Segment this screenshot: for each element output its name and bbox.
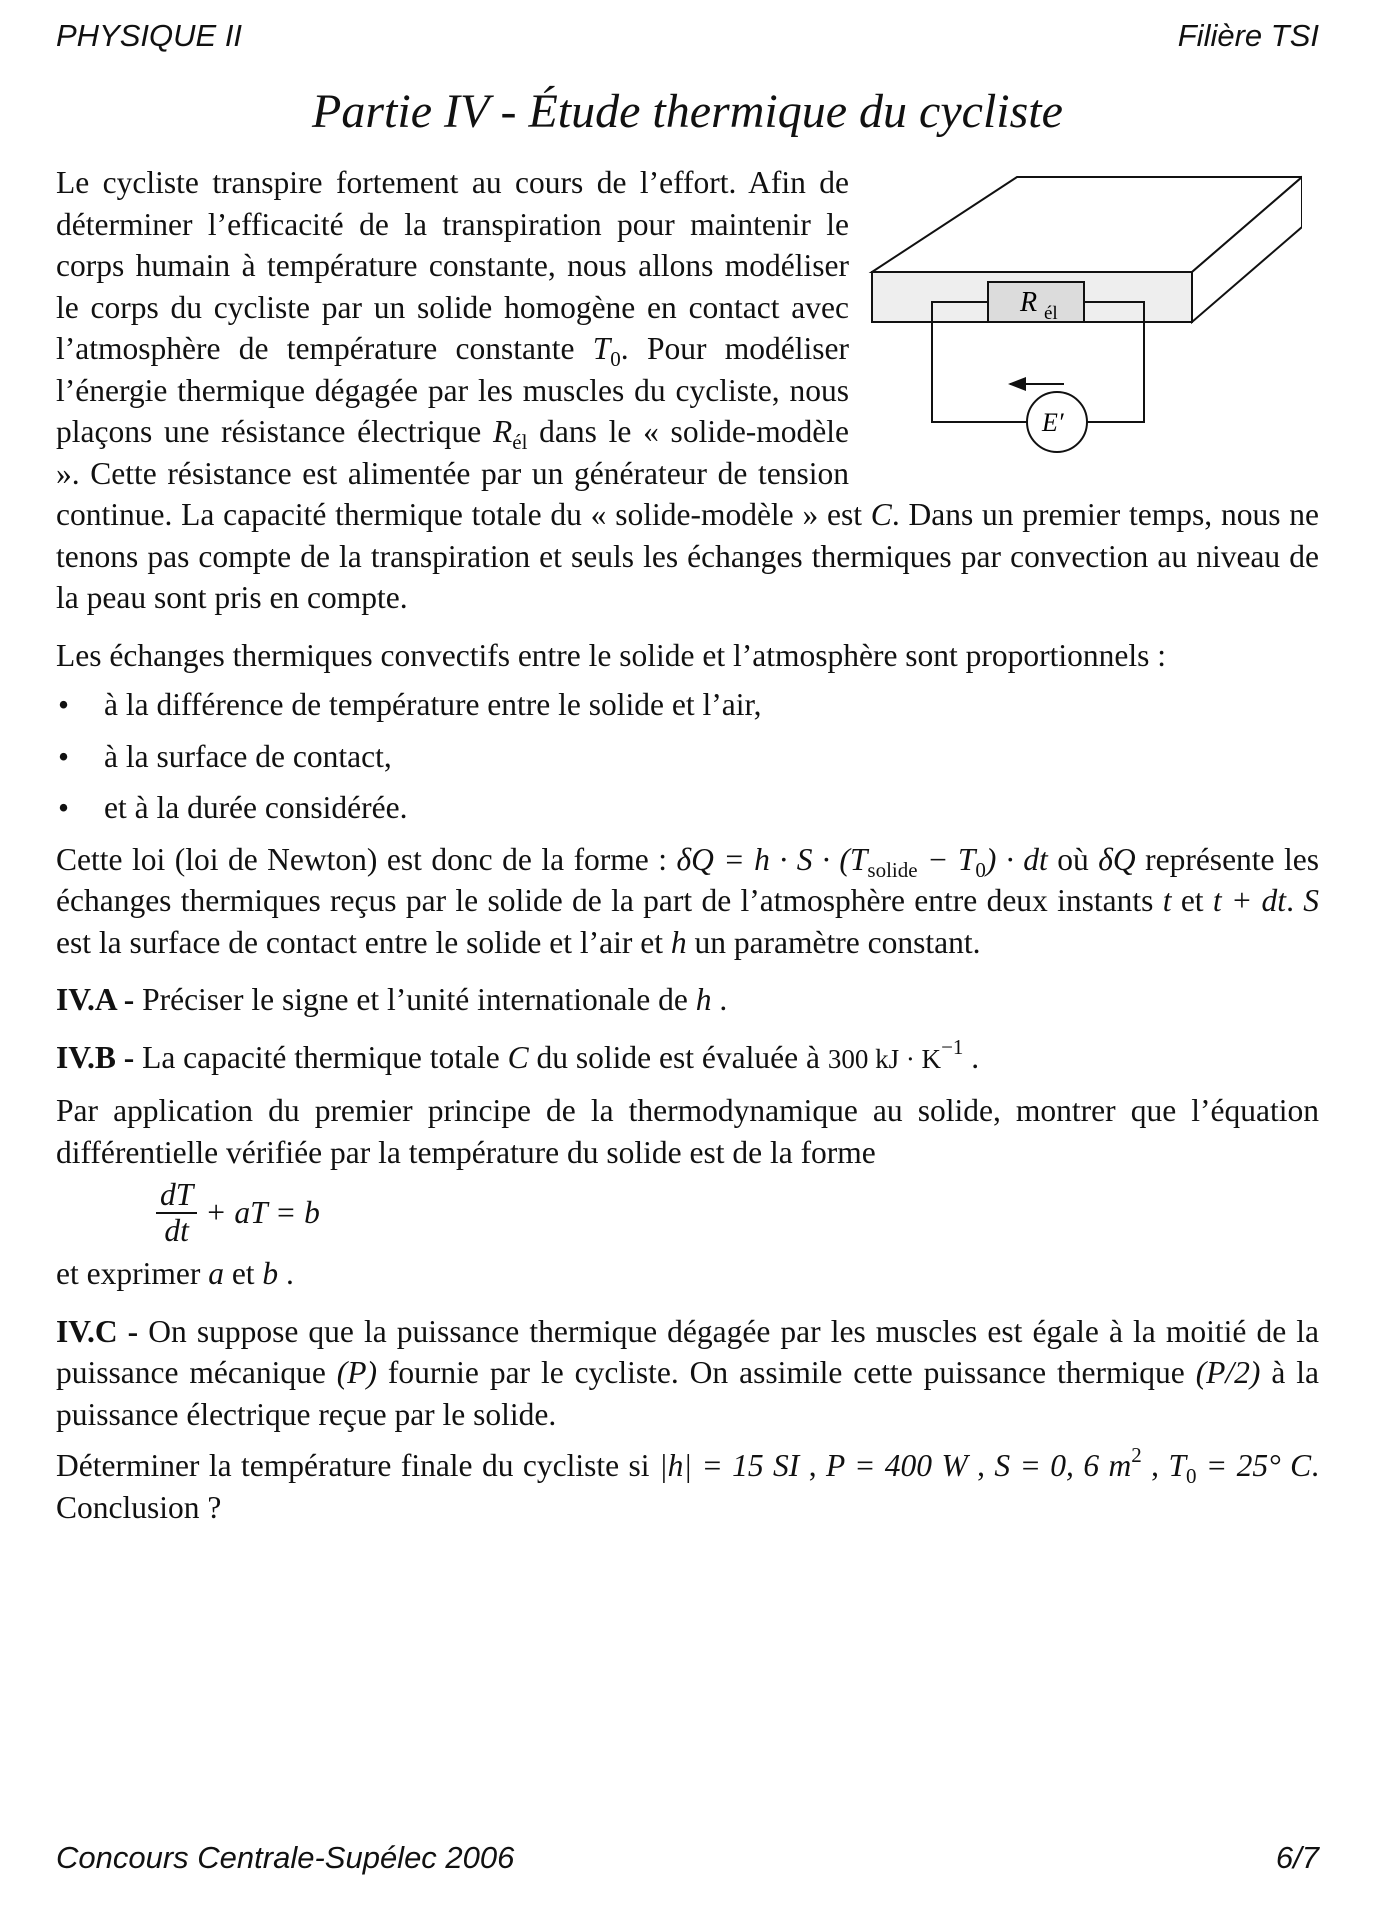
- s-symbol: S: [1303, 883, 1320, 918]
- tdt-symbol: t + dt: [1212, 883, 1287, 918]
- convection-paragraph: Les échanges thermiques convectifs entre le solide et l’atmosphère sont proportionnels :: [56, 637, 1167, 673]
- resistor-sub-label: él: [1044, 303, 1058, 324]
- t0-symbol: T: [592, 331, 611, 366]
- newton-text-5: .: [1286, 883, 1304, 918]
- question-ivc: [56, 1311, 1319, 1436]
- capacity-exponent: −1: [941, 1034, 964, 1059]
- s-exponent: 2: [1131, 1443, 1142, 1467]
- s-value: S = 0, 6 m: [994, 1448, 1132, 1483]
- newton-formula-c: ) · dt: [985, 841, 1048, 877]
- h-symbol: h: [695, 982, 712, 1017]
- newton-formula-sub: solide: [867, 857, 918, 882]
- question-text-2: du solide est évaluée à: [528, 1039, 828, 1075]
- h-value: |h| = 15 SI: [658, 1448, 800, 1483]
- t0-sub: 0: [1186, 1464, 1197, 1488]
- newton-text-2: où: [1047, 841, 1099, 877]
- newton-text-6: est la surface de contact entre le solide et l’air et: [56, 924, 671, 960]
- page-footer: [56, 1840, 1319, 1876]
- newton-text-1: Cette loi (loi de Newton) est donc de la forme :: [56, 841, 677, 877]
- after-text-2: et: [223, 1256, 263, 1291]
- a-symbol: a: [208, 1256, 224, 1291]
- newton-formula-sub2: 0: [975, 857, 986, 882]
- sep: ,: [799, 1448, 827, 1483]
- rel-symbol: R: [493, 414, 513, 449]
- c-symbol: C: [507, 1039, 529, 1075]
- dq-symbol: δQ: [1098, 841, 1136, 877]
- list-item: • à la différence de température entre le solide et l’air,: [56, 684, 1319, 726]
- body-text: [56, 162, 1319, 1528]
- t0-sub: 0: [610, 347, 621, 371]
- question-text: Préciser le signe et l’unité internationale de: [134, 982, 696, 1017]
- question-label: IV.C -: [56, 1313, 139, 1349]
- page-title: Partie IV - Étude thermique du cycliste: [312, 85, 1063, 138]
- b-symbol: b: [262, 1256, 279, 1291]
- derivative-fraction: [156, 1178, 197, 1248]
- differential-equation: [156, 1173, 1319, 1253]
- list-item: • à la surface de contact,: [56, 736, 1319, 778]
- header-track: Filière TSI: [1177, 18, 1319, 53]
- footer-page-number: 6/7: [1275, 1840, 1319, 1875]
- ivc-values: [56, 1445, 1319, 1528]
- h-symbol: h: [670, 924, 687, 960]
- c-symbol: C: [870, 497, 892, 532]
- question-ivb: [56, 1034, 1319, 1081]
- newton-text-3: représente les échanges thermiques reçus par le solide de la part de l’atmosphère entre deux instants: [56, 841, 1320, 918]
- p2-symbol: (P/2): [1195, 1355, 1261, 1390]
- header-subject: PHYSIQUE II: [56, 18, 243, 53]
- question-text: La capacité thermique totale: [134, 1039, 508, 1075]
- t-symbol: t: [1162, 883, 1172, 918]
- values-text-1: Déterminer la température finale du cycliste si: [56, 1448, 659, 1483]
- question-label: IV.B -: [56, 1039, 135, 1075]
- bullet-list: [56, 684, 1319, 829]
- intro-text-4: . Dans un premier temps, nous ne tenons pas compte de la transpiration et seuls les échanges thermiques par convection au niveau de la peau sont pris en compte.: [56, 497, 1319, 615]
- newton-text-4: et: [1171, 883, 1213, 918]
- figure-spacer: [849, 162, 1319, 492]
- question-label: IV.A -: [56, 982, 135, 1017]
- intro-text-3: dans le « solide-modèle ». Cette résistance est alimentée par un générateur de tension continue. La capacité thermique totale du « solide-modèle » est: [56, 414, 871, 532]
- intro-text-1: Le cycliste transpire fortement au cours de l’effort. Afin de déterminer l’efficacité de la transpiration pour maintenir le corps humain à température constante, nous allons modéliser le corps du cycliste par un solide homogène en contact avec l’atmosphère de température constante: [56, 165, 849, 366]
- fraction-numerator: dT: [156, 1178, 197, 1214]
- newton-paragraph: [56, 839, 1319, 964]
- t0-symbol: T: [1168, 1448, 1186, 1483]
- conclusion-text: . Conclusion ?: [56, 1448, 1320, 1525]
- p-value: P = 400 W: [826, 1448, 968, 1483]
- list-item: • et à la durée considérée.: [56, 787, 1319, 829]
- intro-paragraph: [56, 162, 1319, 619]
- p-symbol: (P): [336, 1355, 377, 1390]
- capacity-value: 300 kJ · K: [827, 1043, 942, 1074]
- newton-text-7: un paramètre constant.: [686, 924, 981, 960]
- fraction-denominator: dt: [164, 1213, 189, 1248]
- resistor-label: R: [1020, 287, 1038, 318]
- sep: ,: [1141, 1448, 1169, 1483]
- sep: ,: [967, 1448, 995, 1483]
- newton-formula-b: − T: [917, 841, 976, 877]
- generator-label: E′: [1042, 408, 1064, 437]
- after-text-1: et exprimer: [56, 1256, 209, 1291]
- question-iva: [56, 979, 1319, 1021]
- after-text-3: .: [278, 1256, 294, 1291]
- question-text-3: à la puissance électrique reçue par le solide.: [56, 1355, 1320, 1432]
- footer-contest: Concours Centrale-Supélec 2006: [56, 1840, 515, 1875]
- page-header: [56, 18, 1319, 54]
- question-text: On suppose que la puissance thermique dégagée par les muscles est égale à la moitié de la puissance mécanique: [56, 1313, 1320, 1390]
- question-end: .: [711, 982, 728, 1017]
- ivb-paragraph: Par application du premier principe de la thermodynamique au solide, montrer que l’équation différentielle vérifiée par la température du solide est de la forme: [56, 1093, 1319, 1170]
- rel-sub: él: [512, 430, 528, 454]
- ivb-conclusion: [56, 1253, 1319, 1295]
- equation-rest: + aT = b: [205, 1195, 320, 1231]
- intro-text-2: . Pour modéliser l’énergie thermique dégagée par les muscles du cycliste, nous plaçons une résistance électrique: [56, 331, 849, 449]
- newton-formula-a: δQ = h · S · (T: [676, 841, 868, 877]
- question-end: .: [963, 1039, 980, 1075]
- question-text-2: fournie par le cycliste. On assimile cette puissance thermique: [377, 1355, 1196, 1390]
- t0-value: = 25° C: [1196, 1448, 1312, 1483]
